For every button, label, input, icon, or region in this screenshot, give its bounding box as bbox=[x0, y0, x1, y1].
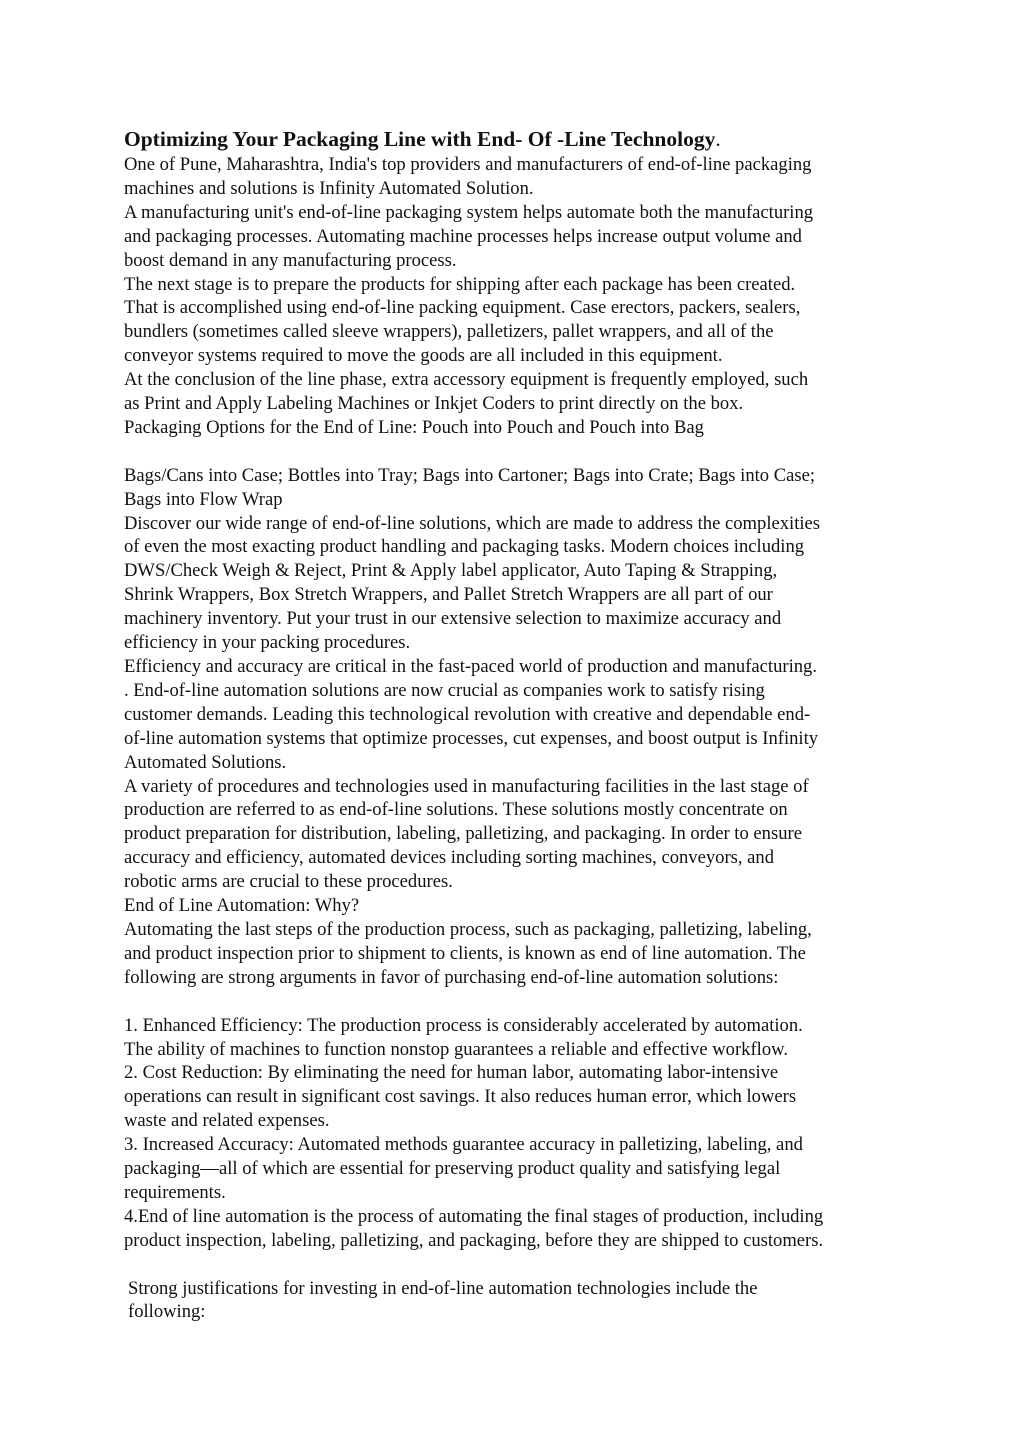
paragraph-system: A manufacturing unit's end-of-line packaging system helps automate both the manufacturing and packaging processes. Automating machine processes helps increase output volume and boost demand in any manufacturing process. bbox=[124, 201, 814, 271]
list-item-1: 1. Enhanced Efficiency: The production process is considerably accelerated by automation. The ability of machines to function nonstop guarantees a reliable and effective workflow. bbox=[124, 1014, 803, 1060]
blank-line bbox=[124, 1253, 914, 1277]
document-title-text: Optimizing Your Packaging Line with End- Of -Line Technology bbox=[124, 127, 716, 151]
list-item-4: 4.End of line automation is the process of automating the final stages of production, including product inspection, labeling, palletizing, and packaging, before they are shipped to customers. bbox=[124, 1205, 824, 1251]
list-item-3: 3. Increased Accuracy: Automated methods guarantee accuracy in palletizing, labeling, and packaging—all of which are essential for preserving product quality and satisfying legal requirements. bbox=[124, 1134, 803, 1203]
paragraph-why-heading: End of Line Automation: Why? bbox=[124, 895, 360, 917]
paragraph-justifications: Strong justifications for investing in end-of-line automation technologies include the following: bbox=[128, 1277, 758, 1323]
paragraph-intro: One of Pune, Maharashtra, India's top providers and manufacturers of end-of-line packaging machines and solutions is Infinity Automated Solution. bbox=[124, 154, 812, 199]
paragraph-bags: Bags/Cans into Case; Bottles into Tray; Bags into Cartoner; Bags into Crate; Bags into Case; Bags into Flow Wrap bbox=[124, 464, 816, 510]
paragraph-options: Packaging Options for the End of Line: Pouch into Pouch and Pouch into Bag bbox=[124, 416, 704, 438]
document-title-suffix: . bbox=[715, 127, 721, 151]
paragraph-next-stage: The next stage is to prepare the products for shipping after each package has been created. That is accomplished using end-of-line packing equipment. Case erectors, packers, sealers, bundlers (sometimes called sleeve wrappers), palletizers, pallet wrappers, and all of the conveyor systems required to move the goods are all included in this equipment. bbox=[124, 273, 801, 367]
paragraph-discover: Discover our wide range of end-of-line solutions, which are made to address the complexities of even the most exacting product handling and packaging tasks. Modern choices including DWS/Check Weigh & Reject, Print & Apply label applicator, Auto Taping & Strapping, Shrink Wrappers, Box Stretch Wrappers, and Pallet Stretch Wrappers are all part of our machinery inventory. Put your trust in our extensive selection to maximize accuracy and efficiency in your packing procedures. bbox=[124, 512, 821, 654]
paragraph-efficiency: Efficiency and accuracy are critical in the fast-paced world of production and manufacturing. . End-of-line automation solutions are now crucial as companies work to satisfy rising customer demands. Leading this technological revolution with creative and dependable end- of-line automation systems that optimize processes, cut expenses, and boost output is Infinity Automated Solutions. bbox=[124, 656, 819, 773]
blank-line bbox=[124, 990, 914, 1014]
paragraph-automating: Automating the last steps of the production process, such as packaging, palletizing, labeling, and product inspection prior to shipment to clients, is known as end of line automation. The following are strong arguments in favor of purchasing end-of-line automation solutions: bbox=[124, 918, 812, 988]
document-title bbox=[124, 126, 914, 153]
paragraph-variety: A variety of procedures and technologies used in manufacturing facilities in the last stage of production are referred to as end-of-line solutions. These solutions mostly concentrate on product preparation for distribution, labeling, palletizing, and packaging. In order to ensure accuracy and efficiency, automated devices including sorting machines, conveyors, and robotic arms are crucial to these procedures. bbox=[124, 775, 809, 893]
list-item-2: 2. Cost Reduction: By eliminating the need for human labor, automating labor-intensive operations can result in significant cost savings. It also reduces human error, which lowers waste and related expenses. bbox=[124, 1062, 797, 1132]
document-body bbox=[124, 126, 914, 1324]
paragraph-accessory: At the conclusion of the line phase, extra accessory equipment is frequently employed, such as Print and Apply Labeling Machines or Inkjet Coders to print directly on the box. bbox=[124, 369, 809, 415]
blank-line bbox=[124, 440, 914, 464]
